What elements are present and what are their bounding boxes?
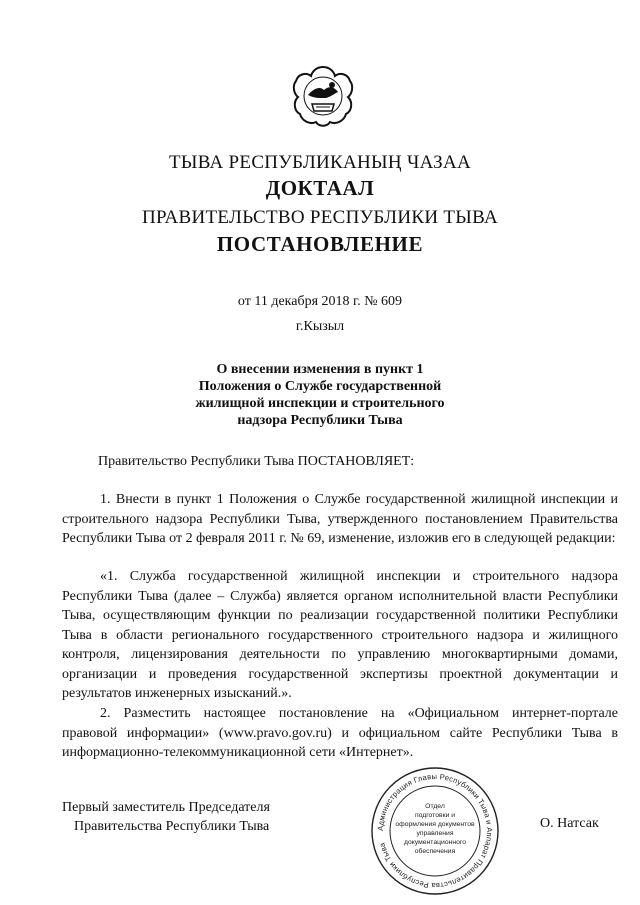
position-line-1: Первый заместитель Председателя (62, 800, 270, 815)
date-and-number: от 11 декабря 2018 г. № 609 (237, 294, 403, 309)
stamp-center-line: документационного (403, 839, 467, 846)
document-type: ПОСТАНОВЛЕНИЕ (216, 232, 424, 256)
document-title (0, 361, 640, 429)
paragraph-2: 2. Разместить настоящее постановление на «Официальном интернет-портале правовой информации» (www.pravo.gov.ru) и официальном сайте Республики Тыва в информационно-телекоммуникационной сети «Интернет». (62, 706, 618, 760)
stamp-ring-text: Администрация Главы Республики Тыва и Аппарат Правительства Республики Тыва (375, 771, 495, 891)
preamble: Правительство Республики Тыва ПОСТАНОВЛЯЕТ: (98, 454, 415, 469)
title-line: жилищной инспекции и строительного (195, 396, 445, 411)
title-line: Положения о Службе государственной (198, 379, 442, 394)
title-line: О внесении изменения в пункт 1 (216, 362, 424, 377)
paragraph-quote: «1. Служба государственной жилищной инспекции и строительного надзора Республики Тыва (далее – Служба) является органом исполнительной власти Республики Тыва, осуществляющим функции по реализации государственной политики Республики Тыва в области регионального государственного строительного надзора и жилищного контроля, лицензирования деятельности по управлению многоквартирными домами, организации и проведения государственной экспертизы проектной документации и результатов инженерных изысканий.». (62, 569, 618, 701)
header-line-1: ТЫВА РЕСПУБЛИКАНЫҢ ЧАЗАА (168, 152, 472, 173)
header-line-2: ДОКТААЛ (265, 176, 375, 200)
header-line-3: ПРАВИТЕЛЬСТВО РЕСПУБЛИКИ ТЫВА (142, 207, 498, 228)
stamp-center-line: оформления документов (395, 821, 475, 828)
signatory-name: О. Натсак (540, 816, 599, 831)
stamp-center-line: Отдел (425, 803, 445, 810)
stamp-center-line: управления (416, 830, 454, 837)
tuva-emblem-icon (290, 64, 356, 130)
official-stamp (368, 764, 502, 898)
stamp-center-line: подготовки и (414, 812, 456, 819)
position-line-2: Правительства Республики Тыва (74, 819, 270, 834)
signatory-position (62, 798, 270, 836)
paragraph-1: 1. Внести в пункт 1 Положения о Службе государственной жилищной инспекции и строительного надзора Республики Тыва, утвержденного постановлением Правительства Республики Тыва от 2 февраля 2011 г. № 69, изменение, изложив его в следующей редакции: (62, 492, 618, 546)
stamp-center-line: обеспечения (414, 848, 456, 855)
city: г.Кызыл (295, 319, 345, 334)
title-line: надзора Республики Тыва (237, 413, 403, 428)
